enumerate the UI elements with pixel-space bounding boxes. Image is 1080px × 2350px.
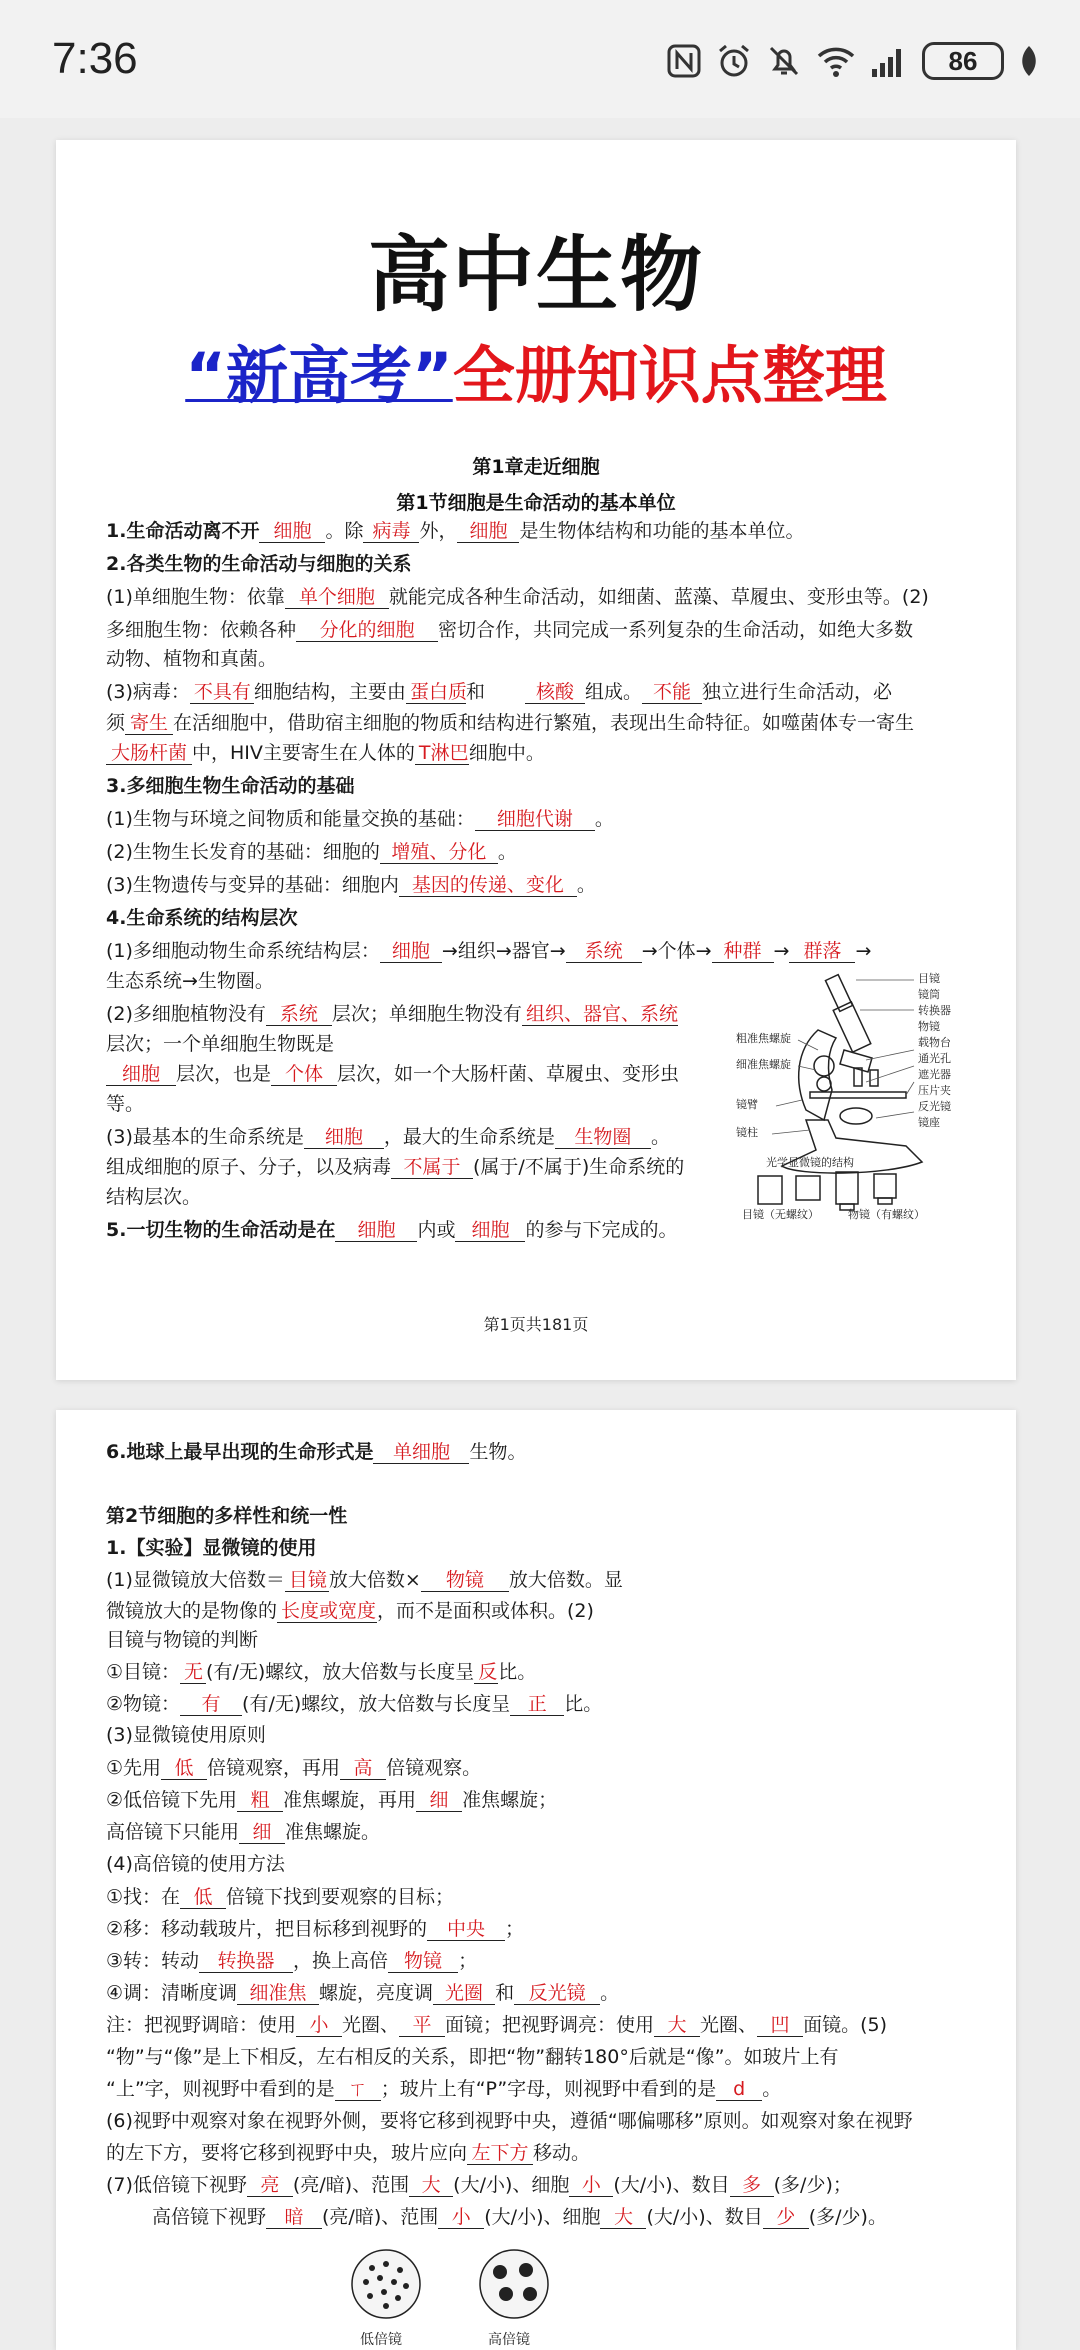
p2-line-3: 目镜与物镜的判断 xyxy=(106,1629,259,1651)
p2-line-17: “上”字，则视野中看到的是 ㄒ ；玻片上有“P”字母，则视野中看到的是 d 。 xyxy=(106,2078,782,2100)
scope-label-right: 通光孔 xyxy=(918,1052,951,1065)
q2d-line: (3)病毒： 不具有 细胞结构，主要由 蛋白质和 核酸 组成。 不能 独立进行生命活动，必 xyxy=(106,681,892,703)
q3c-line: (3)生物遗传与变异的基础：细胞内 基因的传递、变化 。 xyxy=(106,874,596,896)
scope-label-right: 目镜 xyxy=(918,972,940,985)
p2-line-6: (3)显微镜使用原则 xyxy=(106,1724,266,1746)
q3-heading: 3.多细胞生物生命活动的基础 xyxy=(106,775,355,797)
q4i-line: 结构层次。 xyxy=(106,1186,202,1208)
experiment-heading: 1.【实验】显微镜的使用 xyxy=(106,1537,317,1559)
low-power-view xyxy=(352,2250,420,2318)
alarm-off-icon xyxy=(716,43,752,79)
subtitle-quoted: “新高考” xyxy=(185,339,453,412)
high-power-label: 高倍镜 xyxy=(488,2332,530,2348)
scope-caption: 光学显微镜的结构 xyxy=(766,1156,854,1169)
p2-line-20: (7)低倍镜下视野 亮 (亮/暗)、范围 大 (大/小)、细胞 小 (大/小)、数目 多 (多/少)； xyxy=(106,2174,852,2196)
q2e-line: 须 寄生 在活细胞中，借助宿主细胞的物质和结构进行繁殖，表现出生命特征。如噬菌体专一寄生 xyxy=(106,712,915,734)
status-icons xyxy=(666,38,1040,84)
doc-subtitle xyxy=(56,326,1016,415)
p2-line-1: (1)显微镜放大倍数＝ 目镜 放大倍数× 物镜 放大倍数。显 xyxy=(106,1569,623,1591)
q2f-line: 大肠杆菌 中，HIV主要寄生在人体的 T淋巴细胞中。 xyxy=(106,741,545,765)
subtitle-rest: 全册知识点整理 xyxy=(452,339,887,412)
objective-caption: 物镜（有螺纹） xyxy=(848,1208,925,1221)
p2-line-4: ①目镜： 无 (有/无)螺纹，放大倍数与长度呈 反比。 xyxy=(106,1661,537,1683)
nfc-icon xyxy=(666,43,702,79)
document-page-2 xyxy=(56,1410,1016,2350)
scope-label-right: 遮光器 xyxy=(918,1068,951,1081)
q2-heading: 2.各类生物的生命活动与细胞的关系 xyxy=(106,553,412,575)
q4e-line: 细胞 层次，也是 个体 层次，如一个大肠杆菌、草履虫、变形虫 xyxy=(106,1062,679,1086)
q4b-line: 生态系统→生物圈。 xyxy=(106,970,274,992)
q5-line: 5.一切生物的生命活动是在 细胞 内或 细胞 的参与下完成的。 xyxy=(106,1219,678,1241)
p2-line-9: 高倍镜下只能用 细 准焦螺旋。 xyxy=(106,1821,381,1843)
q4a-line: (1)多细胞动物生命系统结构层： 细胞 →组织→器官→ 系统 →个体→ 种群 → 群落 → xyxy=(106,940,872,962)
mute-icon xyxy=(766,43,802,79)
scope-label-right: 压片夹 xyxy=(918,1084,951,1097)
q3b-line: (2)生物生长发育的基础：细胞的 增殖、分化 。 xyxy=(106,841,517,863)
high-power-view xyxy=(480,2250,548,2318)
section2-heading: 第2节细胞的多样性和统一性 xyxy=(106,1505,348,1527)
q4c-line: (2)多细胞植物没有 系统 层次；单细胞生物没有 组织、器官、系统 xyxy=(106,1003,678,1025)
p2-line-8: ②低倍镜下先用 粗 准焦螺旋，再用 细 准焦螺旋； xyxy=(106,1789,558,1811)
q2a-line: (1)单细胞生物：依靠 单个细胞 就能完成各种生命活动，如细菌、蓝藻、草履虫、变形虫等。(2) xyxy=(106,586,929,608)
q2c-line: 动物、植物和真菌。 xyxy=(106,648,278,670)
doc-title: 高中生物 xyxy=(367,228,704,323)
page-number-1: 第1页共181页 xyxy=(483,1315,589,1334)
chapter-heading: 第1章走近细胞 xyxy=(472,456,600,478)
document-page-1 xyxy=(56,140,1016,1380)
scope-label-right: 转换器 xyxy=(918,1004,951,1017)
q1-line: 1.生命活动离不开 细胞 。除 病毒 外， 细胞 是生物体结构和功能的基本单位。 xyxy=(106,520,805,542)
p2-line-16: “物”与“像”是上下相反，左右相反的关系，即把“物”翻转180°后就是“像”。如玻片上有 xyxy=(106,2046,839,2068)
scope-label-right: 物镜 xyxy=(918,1020,940,1033)
lens-drawings xyxy=(758,1172,896,1210)
scope-label-right: 载物台 xyxy=(918,1036,951,1049)
p2-line-11: ①找：在 低 倍镜下找到要观察的目标； xyxy=(106,1886,455,1908)
p2-line-19: 的左下方，要将它移到视野中央，玻片应向 左下方 移动。 xyxy=(106,2142,591,2164)
p2-line-10: (4)高倍镜的使用方法 xyxy=(106,1853,285,1875)
q4f-line: 等。 xyxy=(106,1093,145,1115)
status-bar xyxy=(0,0,1080,118)
scope-label-left: 镜臂 xyxy=(736,1098,758,1111)
microscope-diagram xyxy=(736,970,996,1220)
q3a-line: (1)生物与环境之间物质和能量交换的基础： 细胞代谢 。 xyxy=(106,808,614,830)
scope-label-left: 细准焦螺旋 xyxy=(736,1058,791,1071)
q6-line: 6.地球上最早出现的生命形式是 单细胞 生物。 xyxy=(106,1441,527,1463)
status-time: 7:36 xyxy=(52,34,138,83)
p2-line-21: 高倍镜下视野 暗 (亮/暗)、范围 小 (大/小)、细胞 大 (大/小)、数目 少 (多/少)。 xyxy=(152,2206,887,2228)
wifi-icon xyxy=(816,43,856,79)
p2-line-13: ③转：转动 转换器 ，换上高倍 物镜 ； xyxy=(106,1950,478,1972)
q4d-line: 层次；一个单细胞生物既是 xyxy=(106,1033,335,1055)
section-heading: 第1节细胞是生命活动的基本单位 xyxy=(396,492,676,514)
scope-label-right: 反光镜 xyxy=(918,1100,951,1113)
q4g-line: (3)最基本的生命系统是 细胞 ，最大的生命系统是 生物圈 。 xyxy=(106,1126,670,1148)
field-of-view-diagrams xyxy=(346,2248,566,2350)
scope-label-left: 镜柱 xyxy=(736,1126,758,1139)
p2-line-7: ①先用 低 倍镜观察，再用 高 倍镜观察。 xyxy=(106,1757,482,1779)
p2-line-2: 微镜放大的是物像的 长度或宽度，而不是面积或体积。(2) xyxy=(106,1600,594,1622)
p2-line-18: (6)视野中观察对象在视野外侧，要将它移到视野中央，遵循“哪偏哪移”原则。如观察对象在视野 xyxy=(106,2110,913,2132)
battery-indicator: 86 xyxy=(922,42,1004,80)
leaf-icon xyxy=(1018,43,1040,79)
q2b-line: 多细胞生物：依赖各种 分化的细胞 密切合作，共同完成一系列复杂的生命活动，如绝大多数 xyxy=(106,619,914,641)
eyepiece-caption: 目镜（无螺纹） xyxy=(742,1208,819,1221)
low-power-label: 低倍镜 xyxy=(360,2332,402,2348)
scope-label-right: 镜座 xyxy=(918,1116,940,1129)
p2-line-14: ④调：清晰度调 细准焦 螺旋，亮度调 光圈 和 反光镜 。 xyxy=(106,1982,620,2004)
scope-label-left: 粗准焦螺旋 xyxy=(736,1032,791,1045)
signal-icon xyxy=(870,43,908,79)
p2-line-15: 注：把视野调暗：使用 小 光圈、 平 面镜；把视野调亮：使用 大 光圈、 凹 面镜。(5) xyxy=(106,2014,887,2036)
p2-line-5: ②物镜： 有 (有/无)螺纹，放大倍数与长度呈 正 比。 xyxy=(106,1693,603,1715)
scope-label-right: 镜筒 xyxy=(918,988,940,1001)
microscope-drawing xyxy=(782,975,922,1173)
q4h-line: 组成细胞的原子、分子，以及病毒 不属于 (属于/不属于)生命系统的 xyxy=(106,1156,685,1178)
q4-heading: 4.生命系统的结构层次 xyxy=(106,907,298,929)
p2-line-12: ②移：移动载玻片，把目标移到视野的 中央 ； xyxy=(106,1918,525,1940)
